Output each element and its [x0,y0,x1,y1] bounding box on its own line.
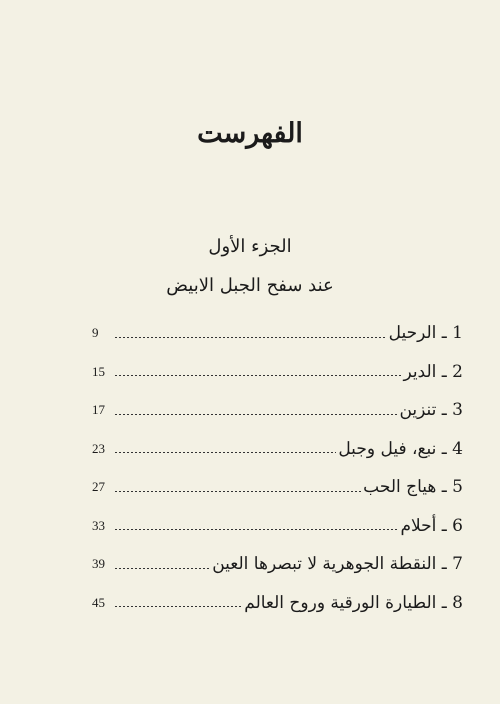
table-of-contents [92,314,463,622]
dot-leader [114,337,387,338]
toc-page-number: 33 [92,517,105,533]
dot-leader [114,452,336,453]
toc-chapter-title: 4 ـ نبع، فيل وجبل [338,438,463,459]
part-label: الجزء الأول [208,236,292,257]
toc-chapter-title: 1 ـ الرحيل [388,323,463,344]
toc-entry[interactable] [92,314,463,353]
toc-page-number: 45 [92,594,105,610]
toc-entry[interactable] [92,391,463,430]
toc-entry[interactable] [92,584,463,623]
toc-page-number: 23 [92,440,105,456]
toc-chapter-title: 3 ـ تنزين [399,400,463,421]
toc-page-number: 27 [92,479,105,495]
dot-leader [114,606,242,607]
toc-chapter-title: 5 ـ هياج الحب [363,477,463,498]
toc-chapter-title: 6 ـ أحلام [400,515,463,536]
toc-page-number: 17 [92,402,105,418]
dot-leader [114,529,398,530]
page-title: الفهرست [197,118,303,149]
toc-entry[interactable] [92,430,463,469]
toc-page-number: 39 [92,556,105,572]
dot-leader [114,375,401,376]
dot-leader [114,414,397,415]
toc-entry[interactable] [92,353,463,392]
toc-entry[interactable] [92,545,463,584]
dot-leader [114,568,210,569]
toc-entry[interactable] [92,507,463,546]
toc-page-number: 9 [92,325,99,341]
toc-chapter-title: 8 ـ الطيارة الورقية وروح العالم [244,592,463,613]
toc-entry[interactable] [92,468,463,507]
toc-chapter-title: 7 ـ النقطة الجوهرية لا تبصرها العين [212,554,463,575]
part-subtitle: عند سفح الجبل الابيض [166,275,334,296]
toc-chapter-title: 2 ـ الدير [403,361,463,382]
toc-page-number: 15 [92,363,105,379]
dot-leader [114,491,361,492]
